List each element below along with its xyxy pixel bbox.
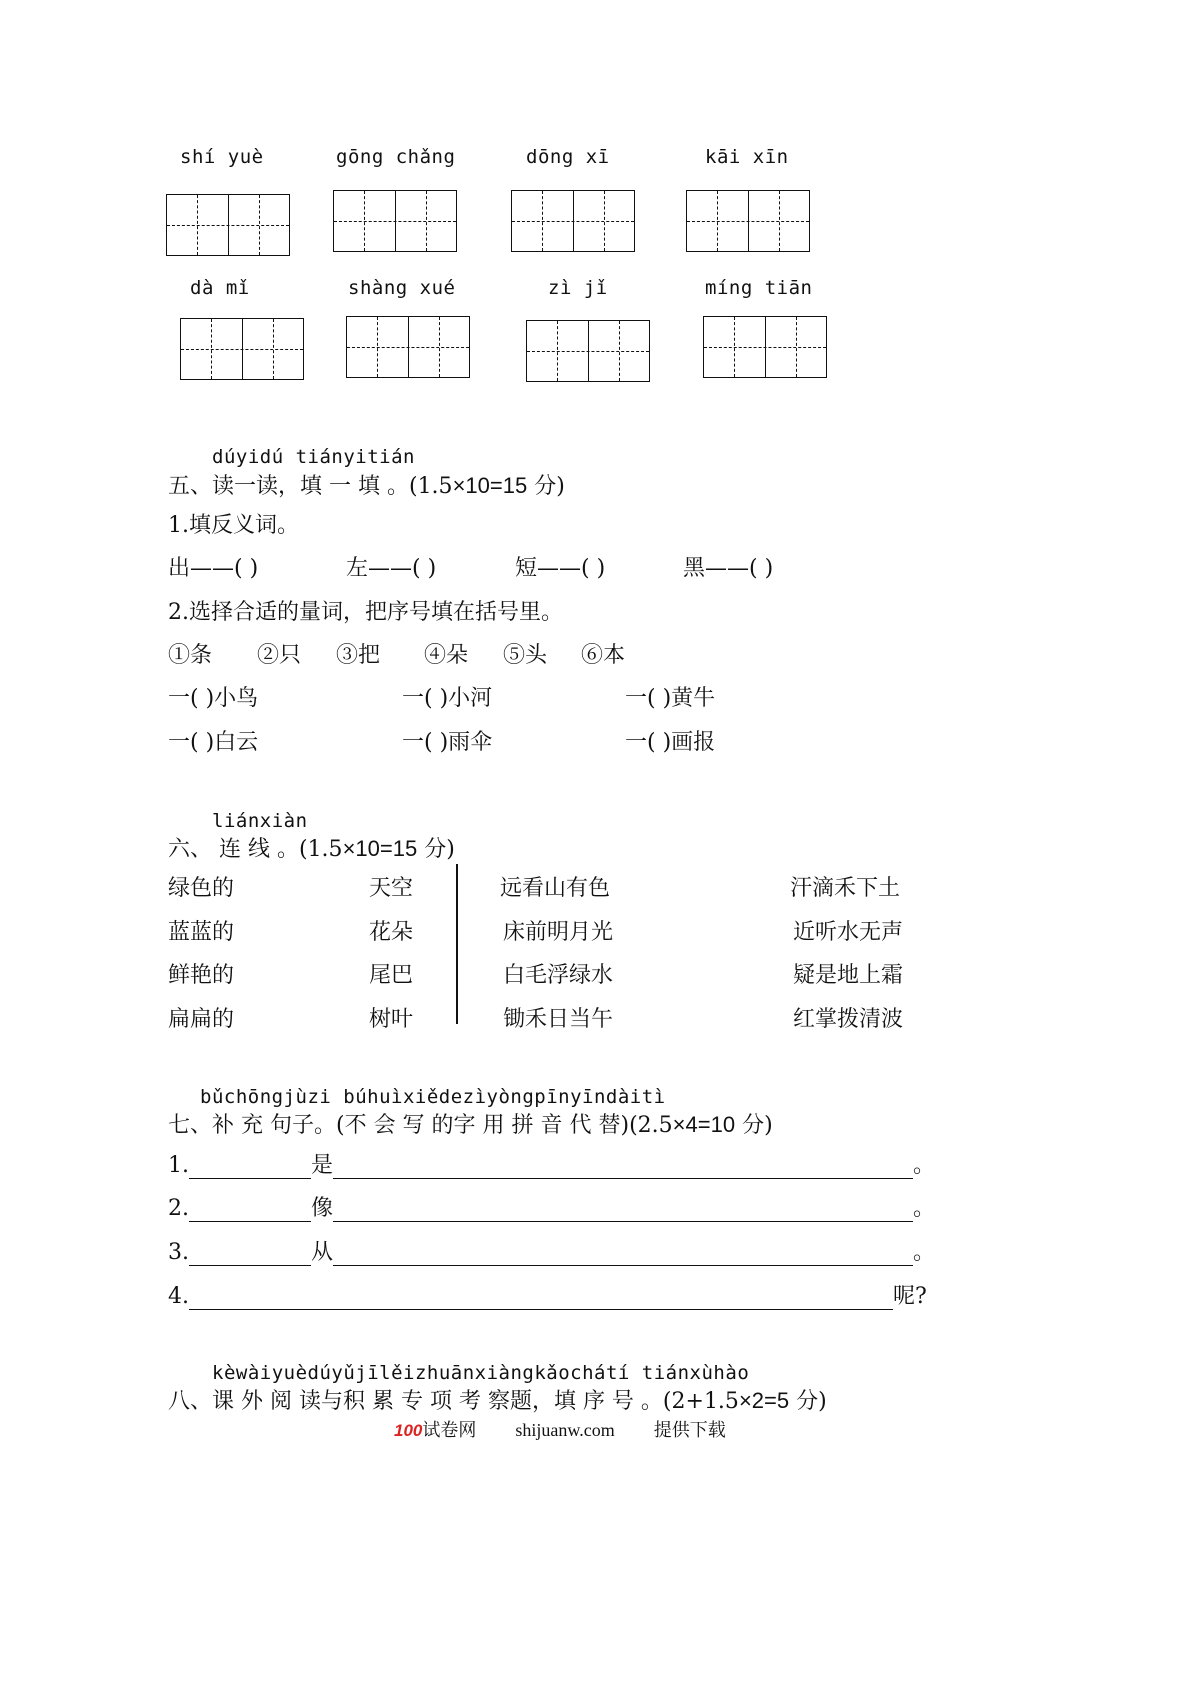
- writing-grid[interactable]: [180, 318, 304, 380]
- section-pinyin: dúyidú tiányitián: [212, 446, 415, 468]
- antonym-item[interactable]: 出——( ): [168, 556, 259, 581]
- fill-item[interactable]: 一( )白云: [168, 730, 259, 755]
- pinyin-label: shàng xué: [348, 277, 456, 299]
- section-title: 六、 连 线 。(1.5×10=15 分): [168, 836, 455, 862]
- question-label: 1.填反义词。: [168, 513, 299, 538]
- match-item[interactable]: 床前明月光: [503, 920, 614, 945]
- antonym-item[interactable]: 黑——( ): [683, 556, 774, 581]
- writing-grid[interactable]: [346, 316, 470, 378]
- pinyin-label: míng tiān: [705, 277, 813, 299]
- measure-option: ④朵: [424, 643, 469, 668]
- fill-item[interactable]: 一( )小河: [402, 686, 493, 711]
- match-item[interactable]: 鲜艳的: [168, 963, 235, 988]
- site-name: 试卷网: [422, 1420, 477, 1440]
- site-logo: 100: [394, 1421, 423, 1440]
- pinyin-label: kāi xīn: [705, 146, 789, 168]
- fill-item[interactable]: 一( )画报: [625, 730, 716, 755]
- fill-item[interactable]: 一( )黄牛: [625, 686, 716, 711]
- sentence-line[interactable]: 2. 像 。: [168, 1196, 936, 1221]
- writing-grid[interactable]: [333, 190, 457, 252]
- match-item[interactable]: 尾巴: [369, 963, 414, 988]
- match-item[interactable]: 树叶: [369, 1007, 414, 1032]
- fill-item[interactable]: 一( )雨伞: [402, 730, 493, 755]
- antonym-item[interactable]: 左——( ): [346, 556, 437, 581]
- match-item[interactable]: 白毛浮绿水: [503, 963, 614, 988]
- match-item[interactable]: 花朵: [369, 920, 414, 945]
- question-label: 2.选择合适的量词，把序号填在括号里。: [168, 600, 563, 625]
- writing-grid[interactable]: [166, 194, 290, 256]
- writing-grid[interactable]: [703, 316, 827, 378]
- writing-grid[interactable]: [526, 320, 650, 382]
- match-item[interactable]: 天空: [369, 876, 414, 901]
- download-note: 提供下载: [653, 1420, 726, 1440]
- section-pinyin: bǔchōngjùzi búhuìxiědezìyòngpīnyīndàitì: [200, 1086, 666, 1108]
- page-footer: [394, 1416, 726, 1442]
- match-item[interactable]: 绿色的: [168, 876, 235, 901]
- pinyin-label: dà mǐ: [190, 277, 250, 299]
- match-item[interactable]: 扁扁的: [168, 1007, 235, 1032]
- antonym-item[interactable]: 短——( ): [515, 556, 606, 581]
- match-item[interactable]: 蓝蓝的: [168, 920, 235, 945]
- section-title: 五、读一读，填 一 填 。(1.5×10=15 分): [168, 473, 565, 499]
- site-domain[interactable]: shijuanw.com: [515, 1420, 615, 1440]
- sentence-line[interactable]: 3. 从 。: [168, 1240, 936, 1265]
- fill-item[interactable]: 一( )小鸟: [168, 686, 259, 711]
- writing-grid[interactable]: [511, 190, 635, 252]
- sentence-line[interactable]: 4. 呢?: [168, 1284, 927, 1309]
- match-item[interactable]: 疑是地上霜: [793, 963, 904, 988]
- pinyin-label: zì jǐ: [548, 277, 608, 299]
- section-title: 八、课 外 阅 读与积 累 专 项 考 察题，填 序 号 。(2+1.5×2=5 分): [168, 1388, 827, 1414]
- column-divider: [456, 864, 458, 1024]
- pinyin-label: dōng xī: [526, 146, 610, 168]
- pinyin-label: shí yuè: [180, 146, 264, 168]
- section-title: 七、补 充 句子。(不 会 写 的字 用 拼 音 代 替)(2.5×4=10 分): [168, 1112, 773, 1138]
- writing-grid[interactable]: [686, 190, 810, 252]
- measure-option: ③把: [336, 643, 381, 668]
- section-pinyin: liánxiàn: [212, 810, 308, 832]
- measure-option: ②只: [257, 643, 302, 668]
- match-item[interactable]: 远看山有色: [500, 876, 611, 901]
- measure-option: ⑥本: [581, 643, 626, 668]
- section-pinyin: kèwàiyuèdúyǔjīlěizhuānxiàngkǎochátí tiánxùhào: [212, 1362, 750, 1384]
- match-item[interactable]: 锄禾日当午: [503, 1007, 614, 1032]
- measure-option: ⑤头: [503, 643, 548, 668]
- pinyin-label: gōng chǎng: [336, 146, 456, 168]
- measure-option: ①条: [168, 643, 213, 668]
- match-item[interactable]: 红掌拨清波: [793, 1007, 904, 1032]
- match-item[interactable]: 汗滴禾下土: [790, 876, 901, 901]
- sentence-line[interactable]: 1. 是 。: [168, 1153, 936, 1178]
- match-item[interactable]: 近听水无声: [793, 920, 904, 945]
